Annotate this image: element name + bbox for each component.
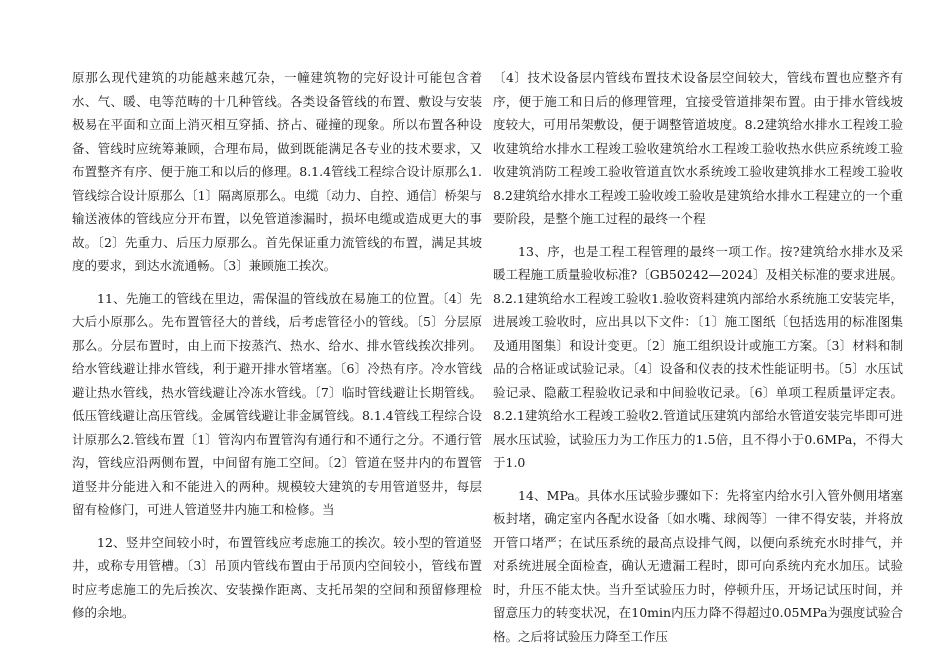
right-text-column [493, 66, 903, 657]
left-paragraph-3: 12、竖井空间较小时，布置管线应考虑施工的挨次。较小型的管道竖井，或称专用管槽。〔3〕吊顶内管线布置由于吊顶内空间较小，管线布置时应考虑施工的先后挨次、安装操作距离、支托吊架的空间和预留修理检修的余地。 [72, 534, 482, 620]
left-text-column [72, 66, 482, 634]
left-paragraph-1: 原那么现代建筑的功能越来越冗杂，一幢建筑物的完好设计可能包含着水、气、暖、电等范畴的十几种管线。各类设备管线的布置、敷设与安装极易在平面和立面上消灭相互穿插、挤占、碰撞的现象。所以布置各种设备、管线时应统筹兼顾，合理布局，做到既能满足各专业的技术要求，又布置整齐有序、便于施工和以后的修理。8.1.4管线工程综合设计原那么1.管线综合设计原那么〔1〕隔离原那么。电缆〔动力、自控、通信〕桥架与输送液体的管线应分开布置，以免管道渗漏时，损坏电缆或造成更大的事故。〔2〕先重力、后压力原那么。首先保证重力流管线的布置，满足其坡度的要求，到达水流通畅。〔3〕兼顾施工挨次。 [72, 70, 482, 273]
right-paragraph-3: 14、MPa。具体水压试验步骤如下：先将室内给水引入管外侧用堵塞板封堵，确定室内各配水设备〔如水嘴、球阀等〕一律不得安装，并将放开管口堵严；在试压系统的最高点设排气阀，以便向系统充水时排气，并对系统进展全面检查，确认无遗漏工程时，即可向系统内充水加压。试验时，升压不能太快。当升至试验压力时，停顿升压，开场记试压时间，并留意压力的转变状况，在10min内压力降不得超过0.05MPa为强度试验合格。之后将试验压力降至工作压 [493, 487, 903, 644]
left-paragraph-2: 11、先施工的管线在里边，需保温的管线放在易施工的位置。〔4〕先大后小原那么。先布置管径大的普线，后考虑管径小的管线。〔5〕分层原那么。分层布置时，由上而下按蒸汽、热水、给水、排水管线挨次排列。给水管线避让排水管线，利于避开排水管堵塞。〔6〕冷热有序。冷水管线避让热水管线，热水管线避让冷冻水管线。〔7〕临时管线避让长期管线。低压管线避让高压管线。金属管线避让非金属管线。8.1.4管线工程综合设计原那么2.管线布置〔1〕管沟内布置管沟有通行和不通行之分。不通行管沟，管线应沿两侧布置，中间留有施工空间。〔2〕管道在竖井内的布置管道竖井分能进入和不能进入的两种。规模较大建筑的专用管道竖井，每层留有检修门，可进人管道竖井内施工和检修。当 [72, 290, 482, 517]
right-paragraph-2: 13、序，也是工程工程管理的最终一项工作。按?建筑给水排水及采暖工程施工质量验收标准?〔GB50242—2024〕及相关标准的要求进展。8.2.1建筑给水工程竣工验收1.验收资料建筑内部给水系统施工安装完毕，进展竣工验收时，应出具以下文件：〔1〕施工图纸〔包括选用的标准图集及通用图集〕和设计变更。〔2〕施工组织设计或施工方案。〔3〕材料和制品的合格证或试验记录。〔4〕设备和仪表的技术性能证明书。〔5〕水压试验记录、隐蔽工程验收记录和中间验收记录。〔6〕单项工程质量评定表。8.2.1建筑给水工程竣工验收2.管道试压建筑内部给水管道安装完毕即可进展水压试验，试验压力为工作压力的1.5倍，且不得小于0.6MPa，不得大于1.0 [493, 243, 903, 470]
right-paragraph-1: 〔4〕技术设备层内管线布置技术设备层空间较大，管线布置也应整齐有序，便于施工和日后的修理管理，宜接受管道排架布置。由于排水管线坡度较大，可用吊架敷设，便于调整管道坡度。8.2建筑给水排水工程竣工验收建筑给水排水工程竣工验收建筑给水工程竣工验收热水供应系统竣工验收建筑消防工程竣工验收管道直饮水系统竣工验收建筑排水工程竣工验收8.2建筑给水排水工程竣工验收竣工验收是建筑给水排水工程建立的一个重要阶段，是整个施工过程的最终一个程 [493, 70, 903, 226]
